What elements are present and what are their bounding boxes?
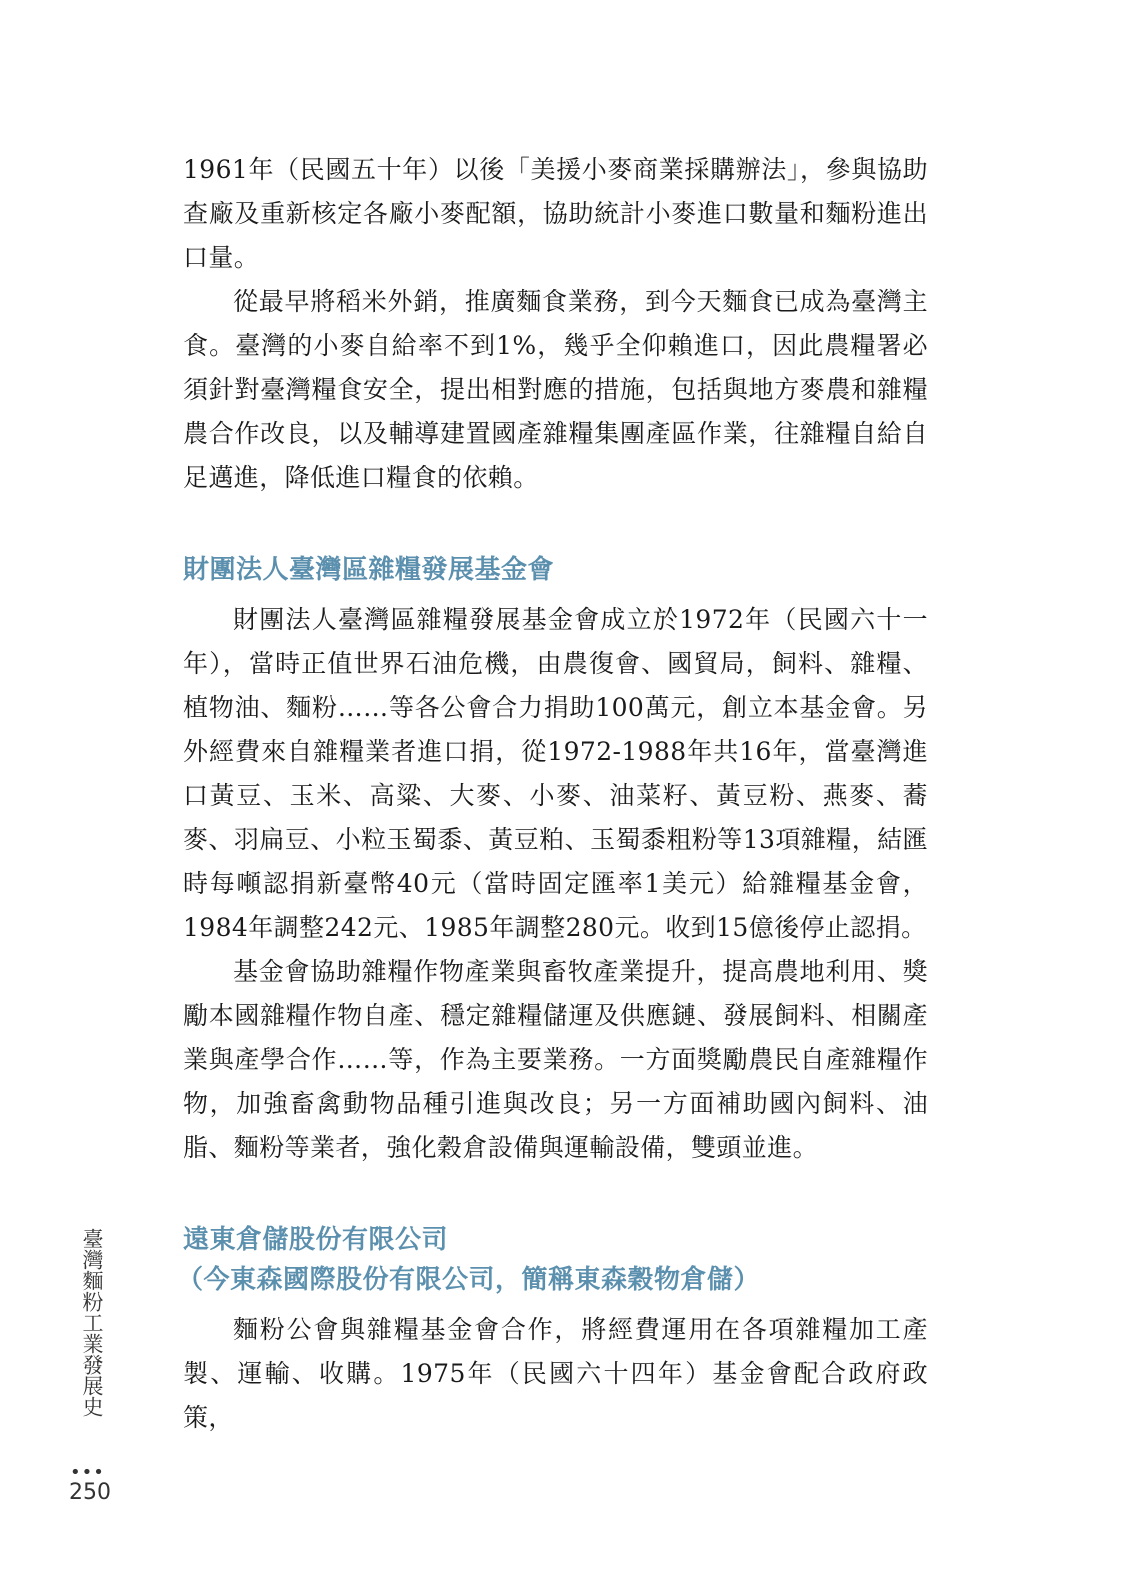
section-heading-far-east-storage: 遠東倉儲股份有限公司 xyxy=(183,1225,449,1255)
page-ornament-dots: ••• xyxy=(70,1462,105,1483)
foundation-paragraph-2: 基金會協助雜糧作物產業與畜牧產業提升，提高農地利用、獎勵本國雜糧作物自產、穩定雜糧儲運及供應鏈、發展飼料、相關產業與產學合作……等，作為主要業務。一方面獎勵農民自產雜糧作物，加強畜禽動物品種引進與改良；另一方面補助國內飼料、油脂、麵粉等業者，強化穀倉設備與運輸設備，雙頭並進。 xyxy=(183,957,928,1162)
page-body xyxy=(177,148,928,1440)
section-subheading-far-east-storage: （今東森國際股份有限公司，簡稱東森穀物倉儲） xyxy=(177,1265,761,1295)
page-number: 250 xyxy=(69,1480,111,1505)
book-title-vertical: 臺灣麵粉工業發展史 xyxy=(80,1228,104,1417)
intro-paragraph-1: 1961年（民國五十年）以後「美援小麥商業採購辦法」，參與協助查廠及重新核定各廠小麥配額，協助統計小麥進口數量和麵粉進出口量。 xyxy=(183,155,928,272)
section-heading-grain-foundation: 財團法人臺灣區雜糧發展基金會 xyxy=(183,555,555,585)
foundation-paragraph-1: 財團法人臺灣區雜糧發展基金會成立於1972年（民國六十一年），當時正值世界石油危機，由農復會、國貿局，飼料、雜糧、植物油、麵粉……等各公會合力捐助100萬元，創立本基金會。另外經費來自雜糧業者進口捐，從1972-1988年共16年，當臺灣進口黃豆、玉米、高粱、大麥、小麥、油菜籽、黃豆粉、燕麥、蕎麥、羽扁豆、小粒玉蜀黍、黃豆粕、玉蜀黍粗粉等13項雜糧，結匯時每噸認捐新臺幣40元（當時固定匯率1美元）給雜糧基金會，1984年調整242元、1985年調整280元。收到15億後停止認捐。 xyxy=(183,605,928,942)
intro-paragraph-2: 從最早將稻米外銷，推廣麵食業務，到今天麵食已成為臺灣主食。臺灣的小麥自給率不到1%，幾乎全仰賴進口，因此農糧署必須針對臺灣糧食安全，提出相對應的措施，包括與地方麥農和雜糧農合作改良，以及輔導建置國產雜糧集團產區作業，往雜糧自給自足邁進，降低進口糧食的依賴。 xyxy=(183,287,928,492)
storage-paragraph-1: 麵粉公會與雜糧基金會合作，將經費運用在各項雜糧加工產製、運輸、收購。1975年（民國六十四年）基金會配合政府政策， xyxy=(183,1315,928,1432)
